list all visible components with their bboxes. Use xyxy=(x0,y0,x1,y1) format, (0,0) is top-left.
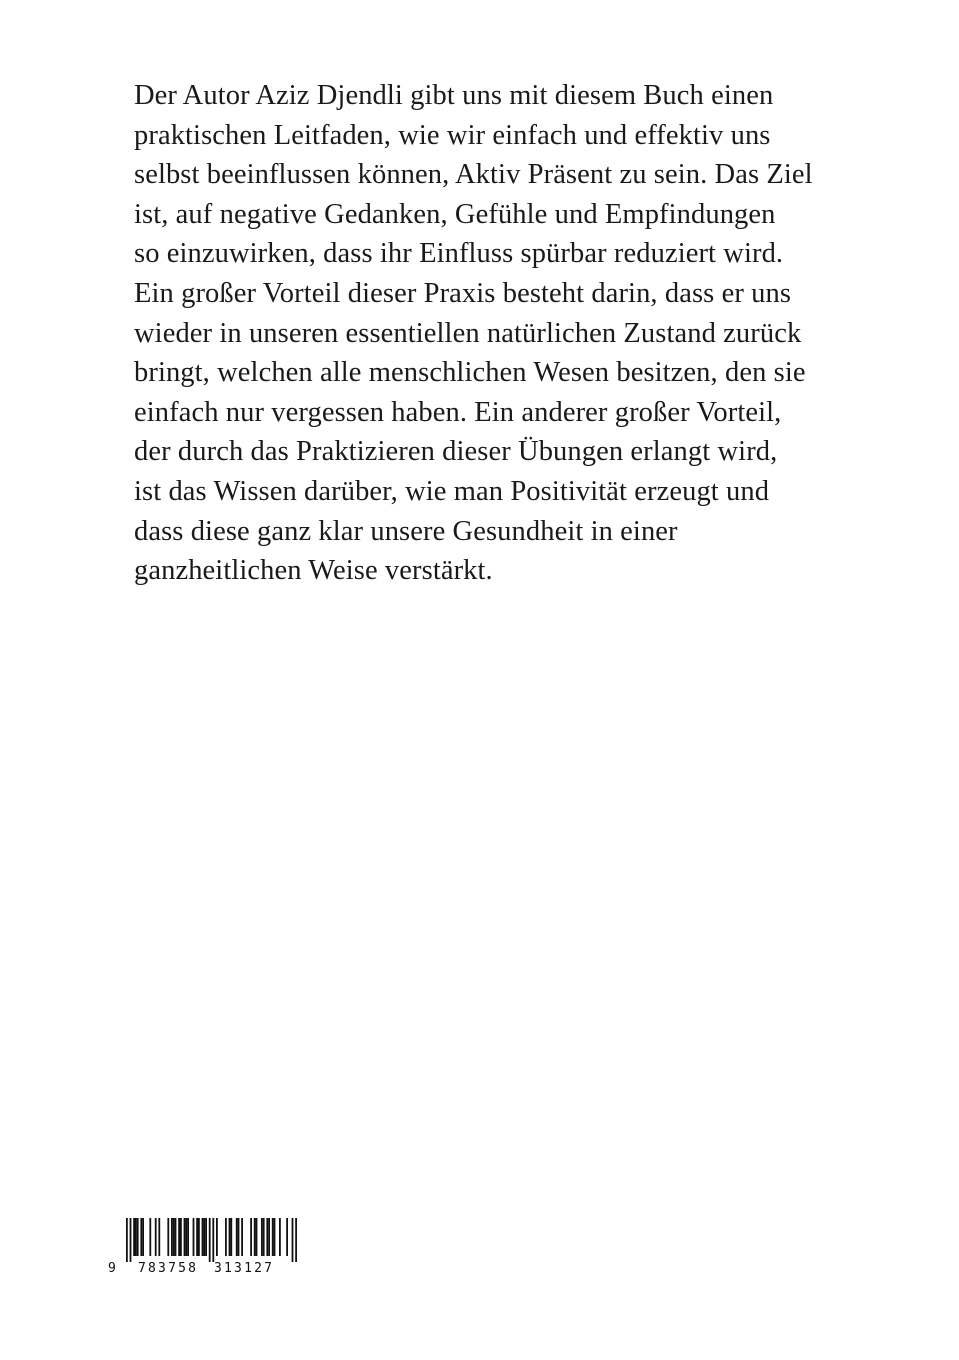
barcode-bar xyxy=(187,1218,189,1256)
blurb-line-9: einfach nur vergessen haben. Ein anderer großer Vorteil, xyxy=(134,396,782,428)
barcode-bar xyxy=(149,1218,151,1256)
barcode-bar xyxy=(279,1218,281,1256)
barcode-bar xyxy=(205,1218,207,1256)
barcode-bar xyxy=(203,1218,205,1256)
barcode-bar xyxy=(130,1218,132,1262)
barcode-bar xyxy=(155,1218,157,1256)
barcode-bar xyxy=(230,1218,232,1256)
blurb-text xyxy=(134,76,834,591)
barcode-bar xyxy=(173,1218,175,1256)
blurb-line-4: ist, auf negative Gedanken, Gefühle und Empfindungen xyxy=(134,198,776,230)
barcode-bar xyxy=(142,1218,144,1256)
barcode-bar xyxy=(193,1218,195,1256)
barcode-bar xyxy=(158,1218,160,1256)
barcode-bar xyxy=(137,1218,139,1256)
barcode-bar xyxy=(135,1218,137,1256)
blurb-line-7: wieder in unseren essentiellen natürlichen Zustand zurück xyxy=(134,317,802,349)
barcode-bar xyxy=(238,1218,240,1256)
barcode-bar xyxy=(140,1218,142,1256)
barcode-bar xyxy=(126,1218,128,1262)
barcode-bar xyxy=(167,1218,169,1256)
barcode-bar xyxy=(254,1218,256,1256)
barcode-bar xyxy=(286,1218,288,1256)
barcode-bar xyxy=(241,1218,243,1256)
barcode-digits-left: 783758 xyxy=(138,1261,199,1276)
barcode-bar xyxy=(225,1218,227,1256)
blurb-line-5: so einzuwirken, dass ihr Einfluss spürbar reduziert wird. xyxy=(134,238,784,270)
barcode-bar xyxy=(263,1218,265,1256)
barcode-bar xyxy=(198,1218,200,1256)
barcode-bar xyxy=(178,1218,180,1256)
blurb-line-13: ganzheitlichen Weise verstärkt. xyxy=(134,555,493,587)
barcode-bar xyxy=(272,1218,274,1256)
barcode-bar xyxy=(274,1218,276,1256)
barcode-bar xyxy=(185,1218,187,1256)
barcode-bar xyxy=(268,1218,270,1256)
barcode-bar xyxy=(196,1218,198,1256)
barcode-bar xyxy=(209,1218,211,1262)
barcode-bar xyxy=(261,1218,263,1256)
barcode-bar xyxy=(229,1218,231,1256)
barcode-bar xyxy=(295,1218,297,1262)
blurb-line-12: dass diese ganz klar unsere Gesundheit in einer xyxy=(134,515,678,547)
barcode-bar xyxy=(212,1218,214,1262)
barcode-bar xyxy=(171,1218,173,1256)
blurb-line-10: der durch das Praktizieren dieser Übungen erlangt wird, xyxy=(134,436,778,468)
barcode-bar xyxy=(175,1218,177,1256)
barcode-digits-right: 313127 xyxy=(214,1261,275,1276)
barcode-bar xyxy=(133,1218,135,1256)
barcode-bar xyxy=(180,1218,182,1256)
barcode-bars xyxy=(108,1218,298,1262)
blurb-line-2: praktischen Leitfaden, wie wir einfach und effektiv uns xyxy=(134,119,771,151)
barcode-digit-first: 9 xyxy=(108,1261,116,1276)
barcode-bar xyxy=(202,1218,204,1256)
barcode-bar xyxy=(292,1218,294,1262)
isbn-barcode xyxy=(108,1218,298,1274)
barcode-bar xyxy=(236,1218,238,1256)
blurb-line-8: bringt, welchen alle menschlichen Wesen besitzen, den sie xyxy=(134,357,806,389)
barcode-bar xyxy=(266,1218,268,1256)
blurb-line-3: selbst beeinflussen können, Aktiv Präsent zu sein. Das Ziel xyxy=(134,159,813,191)
blurb-line-6: Ein großer Vorteil dieser Praxis besteht darin, dass er uns xyxy=(134,277,792,309)
barcode-bar xyxy=(256,1218,258,1256)
blurb-line-11: ist das Wissen darüber, wie man Positivität erzeugt und xyxy=(134,475,770,507)
barcode-bar xyxy=(250,1218,252,1256)
barcode-bar xyxy=(184,1218,186,1256)
barcode-bar xyxy=(216,1218,218,1256)
blurb-line-1: Der Autor Aziz Djendli gibt uns mit diesem Buch einen xyxy=(134,80,774,111)
